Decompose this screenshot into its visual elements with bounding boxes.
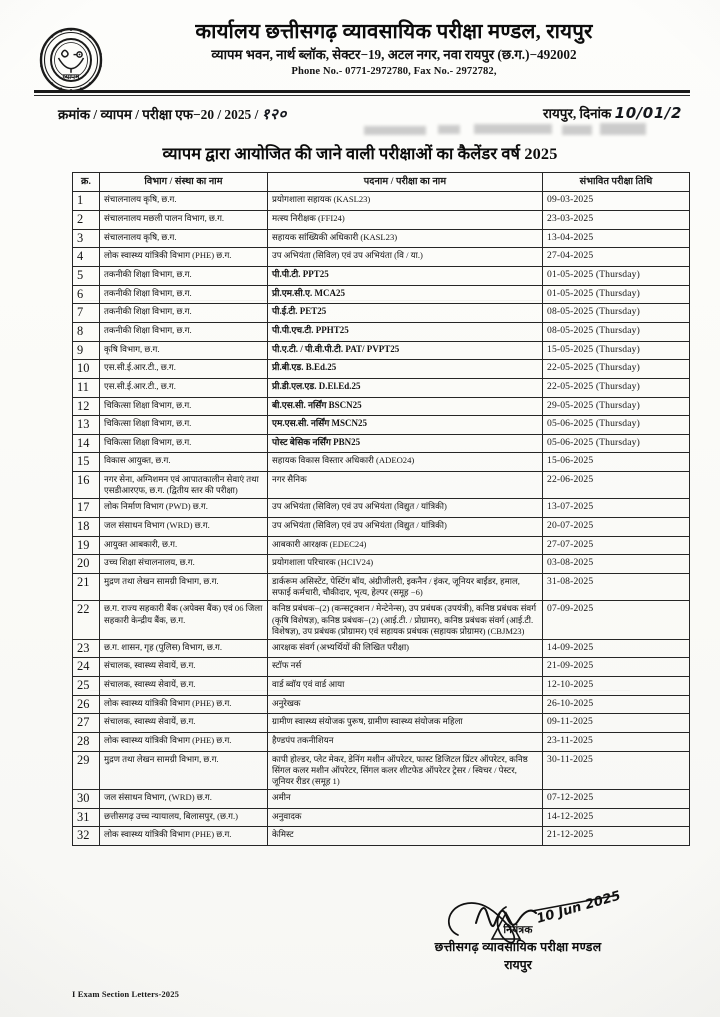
table-row [73, 267, 690, 286]
cell-exam-date: 21-12-2025 [543, 827, 690, 846]
cell-exam-name: पी.पी.टी. PPT25 [268, 267, 543, 286]
cell-exam-date: 22-05-2025 (Thursday) [543, 378, 690, 397]
signatory-organization: छत्तीसगढ़ व्यावसायिक परीक्षा मण्डल [434, 940, 602, 954]
table-row [73, 827, 690, 846]
cell-department-name: लोक स्वास्थ्य यांत्रिकी विभाग (PHE) छ.ग. [100, 827, 268, 846]
cell-exam-date: 05-06-2025 (Thursday) [543, 434, 690, 453]
cell-exam-date: 22-06-2025 [543, 472, 690, 499]
cell-exam-date: 09-03-2025 [543, 192, 690, 211]
cell-exam-date: 15-05-2025 (Thursday) [543, 341, 690, 360]
cell-serial-number: 19 [73, 536, 100, 555]
cell-department-name: एस.सी.ई.आर.टी., छ.ग. [100, 360, 268, 379]
table-row [73, 229, 690, 248]
cell-serial-number: 22 [73, 601, 100, 640]
cell-exam-date: 01-05-2025 (Thursday) [543, 267, 690, 286]
cell-serial-number: 28 [73, 733, 100, 752]
cell-department-name: संचालक, स्वास्थ्य सेवायें, छ.ग. [100, 658, 268, 677]
cell-serial-number: 14 [73, 434, 100, 453]
cell-exam-name: ग्रामीण स्वास्थ्य संयोजक पुरूष, ग्रामीण स्वास्थ्य संयोजक महिला [268, 714, 543, 733]
table-header-row [73, 173, 690, 192]
cell-exam-name: एम.एस.सी. नर्सिंग MSCN25 [268, 416, 543, 435]
cell-serial-number: 9 [73, 341, 100, 360]
scan-smudge [600, 123, 646, 135]
cell-exam-name: अनुरेखक [268, 695, 543, 714]
table-body [73, 192, 690, 846]
cell-serial-number: 17 [73, 499, 100, 518]
table-row [73, 536, 690, 555]
cell-exam-name: उप अभियंता (सिविल) एवं उप अभियंता (विद्युत / यांत्रिकी) [268, 499, 543, 518]
table-row [73, 211, 690, 230]
column-header-serial: क्र. [73, 173, 100, 192]
cell-exam-name: हैण्डपंप तकनीशियन [268, 733, 543, 752]
cell-department-name: संचालनालय मछली पालन विभाग, छ.ग. [100, 211, 268, 230]
cell-department-name: उच्च शिक्षा संचालनालय, छ.ग. [100, 555, 268, 574]
cell-department-name: छ.ग. राज्य सहकारी बैंक (अपेक्स बैंक) एवं 06 जिला सहकारी केन्द्रीय बैंक, छ.ग. [100, 601, 268, 640]
table-row [73, 573, 690, 600]
cell-serial-number: 1 [73, 192, 100, 211]
cell-department-name: विकास आयुक्त, छ.ग. [100, 453, 268, 472]
cell-exam-date: 03-08-2025 [543, 555, 690, 574]
cell-exam-date: 21-09-2025 [543, 658, 690, 677]
cell-exam-date: 09-11-2025 [543, 714, 690, 733]
place-date-label: रायपुर, दिनांक [543, 106, 612, 121]
cell-serial-number: 12 [73, 397, 100, 416]
table-row [73, 601, 690, 640]
header-rule-thick [34, 90, 690, 93]
table-row [73, 639, 690, 658]
cell-serial-number: 6 [73, 285, 100, 304]
cell-exam-name: पी.पी.एच.टी. PPHT25 [268, 322, 543, 341]
cell-department-name: एस.सी.ई.आर.टी., छ.ग. [100, 378, 268, 397]
table-row [73, 360, 690, 379]
signature-block [378, 923, 658, 973]
table-row [73, 192, 690, 211]
signatory-role: नियंत्रक [503, 925, 533, 936]
cell-exam-name: बी.एस.सी. नर्सिंग BSCN25 [268, 397, 543, 416]
cell-department-name: तकनीकी शिक्षा विभाग, छ.ग. [100, 322, 268, 341]
cell-department-name: संचालनालय कृषि, छ.ग. [100, 229, 268, 248]
signature-date-handwritten: 10 Jun 2025 [534, 889, 623, 927]
cell-department-name: लोक स्वास्थ्य यांत्रिकी विभाग (PHE) छ.ग. [100, 733, 268, 752]
cell-exam-date: 29-05-2025 (Thursday) [543, 397, 690, 416]
cell-exam-date: 23-11-2025 [543, 733, 690, 752]
cell-exam-date: 12-10-2025 [543, 677, 690, 696]
cell-serial-number: 24 [73, 658, 100, 677]
table-row [73, 378, 690, 397]
table-row [73, 416, 690, 435]
cell-department-name: संचालनालय कृषि, छ.ग. [100, 192, 268, 211]
column-header-date: संभावित परीक्षा तिथि [543, 173, 690, 192]
cell-department-name: संचालक, स्वास्थ्य सेवायें, छ.ग. [100, 714, 268, 733]
cell-exam-date: 27-04-2025 [543, 248, 690, 267]
cell-department-name: छत्तीसगढ़ उच्च न्यायालय, बिलासपुर, (छ.ग.) [100, 808, 268, 827]
cell-exam-name: सहायक विकास विस्तार अधिकारी (ADEO24) [268, 453, 543, 472]
cell-department-name: मुद्रण तथा लेखन सामग्री विभाग, छ.ग. [100, 573, 268, 600]
header-divider [34, 90, 690, 97]
cell-serial-number: 30 [73, 790, 100, 809]
scan-smudge [474, 124, 552, 134]
table-row [73, 518, 690, 537]
cell-department-name: आयुक्त आबकारी, छ.ग. [100, 536, 268, 555]
table-row [73, 555, 690, 574]
cell-serial-number: 10 [73, 360, 100, 379]
cell-exam-date: 13-07-2025 [543, 499, 690, 518]
cell-serial-number: 16 [73, 472, 100, 499]
cell-exam-date: 23-03-2025 [543, 211, 690, 230]
cell-serial-number: 3 [73, 229, 100, 248]
scan-smudge [562, 125, 592, 135]
cell-exam-name: नगर सैनिक [268, 472, 543, 499]
table-row [73, 285, 690, 304]
table-row [73, 751, 690, 790]
table-row [73, 677, 690, 696]
page-title: व्यापम द्वारा आयोजित की जाने वाली परीक्षाओं का कैलेंडर वर्ष 2025 [162, 144, 558, 163]
cell-exam-date: 26-10-2025 [543, 695, 690, 714]
cell-department-name: चिकित्सा शिक्षा विभाग, छ.ग. [100, 434, 268, 453]
cell-serial-number: 4 [73, 248, 100, 267]
scan-artifact [90, 690, 630, 691]
cell-serial-number: 15 [73, 453, 100, 472]
cell-department-name: जल संसाधन विभाग (WRD) छ.ग. [100, 518, 268, 537]
cell-serial-number: 18 [73, 518, 100, 537]
cell-exam-name: प्रयोगशाला परिचारक (HCIV24) [268, 555, 543, 574]
cell-serial-number: 31 [73, 808, 100, 827]
cell-exam-name: पी.ई.टी. PET25 [268, 304, 543, 323]
cell-exam-name: अमीन [268, 790, 543, 809]
cell-department-name: मुद्रण तथा लेखन सामग्री विभाग, छ.ग. [100, 751, 268, 790]
cell-exam-name: आबकारी आरक्षक (EDEC24) [268, 536, 543, 555]
table-row [73, 808, 690, 827]
cell-exam-date: 14-09-2025 [543, 639, 690, 658]
cell-exam-date: 05-06-2025 (Thursday) [543, 416, 690, 435]
column-header-department: विभाग / संस्था का नाम [100, 173, 268, 192]
cell-department-name: तकनीकी शिक्षा विभाग, छ.ग. [100, 267, 268, 286]
table-row [73, 714, 690, 733]
cell-exam-date: 20-07-2025 [543, 518, 690, 537]
cell-exam-name: सहायक सांख्यिकी अधिकारी (KASL23) [268, 229, 543, 248]
cell-exam-name: प्री.डी.एल.एड. D.El.Ed.25 [268, 378, 543, 397]
cell-serial-number: 8 [73, 322, 100, 341]
table-row [73, 322, 690, 341]
vyapam-seal-icon [36, 26, 106, 98]
cell-department-name: लोक निर्माण विभाग (PWD) छ.ग. [100, 499, 268, 518]
footer-note: I Exam Section Letters-2025 [72, 989, 179, 999]
cell-exam-name: प्री.एम.सी.ए. MCA25 [268, 285, 543, 304]
cell-exam-name: डार्करूम असिस्टेंट, पेस्टिंग बॉय, अंग्रीजीलरी, इकनैन / इंकर, जूनियर बाईंडर, हमाल, सफाई कर्मचारी, चौकीदार, भृत्य, हेल्पर (समूह −6) [268, 573, 543, 600]
cell-exam-name: स्टॉफ नर्स [268, 658, 543, 677]
cell-serial-number: 32 [73, 827, 100, 846]
cell-exam-name: पी.ए.टी. / पी.वी.पी.टी. PAT/ PVPT25 [268, 341, 543, 360]
date-handwritten: 10/01/2 [614, 104, 682, 122]
cell-exam-date: 15-06-2025 [543, 453, 690, 472]
cell-serial-number: 25 [73, 677, 100, 696]
table-row [73, 397, 690, 416]
table-row [73, 733, 690, 752]
reference-number-handwritten: १२० [261, 105, 287, 123]
scan-smudge [364, 126, 426, 135]
cell-exam-name: उप अभियंता (सिविल) एवं उप अभियंता (विद्युत / यांत्रिकी) [268, 518, 543, 537]
cell-serial-number: 26 [73, 695, 100, 714]
cell-serial-number: 21 [73, 573, 100, 600]
cell-exam-date: 27-07-2025 [543, 536, 690, 555]
cell-serial-number: 23 [73, 639, 100, 658]
table-row [73, 304, 690, 323]
table-row [73, 434, 690, 453]
cell-serial-number: 29 [73, 751, 100, 790]
cell-department-name: नगर सेना, अग्निशमन एवं आपातकालीन सेवाएं तथा एसडीआरएफ, छ.ग. (द्वितीय स्तर की परीक्षा) [100, 472, 268, 499]
cell-exam-date: 01-05-2025 (Thursday) [543, 285, 690, 304]
letterhead [0, 0, 720, 86]
cell-department-name: चिकित्सा शिक्षा विभाग, छ.ग. [100, 397, 268, 416]
cell-serial-number: 2 [73, 211, 100, 230]
cell-exam-name: प्री.बी.एड. B.Ed.25 [268, 360, 543, 379]
reference-number-group [58, 104, 287, 124]
cell-exam-name: आरक्षक संवर्ग (अभ्यर्थियों की लिखित परीक्षा) [268, 639, 543, 658]
emblem-caption: व्यापम [62, 73, 80, 82]
cell-serial-number: 7 [73, 304, 100, 323]
cell-exam-date: 13-04-2025 [543, 229, 690, 248]
organization-contact: Phone No.- 0771-2972780, Fax No.- 2972782, [291, 65, 497, 77]
cell-serial-number: 13 [73, 416, 100, 435]
table-row [73, 658, 690, 677]
cell-serial-number: 11 [73, 378, 100, 397]
table-row [73, 341, 690, 360]
cell-exam-name: अनुवादक [268, 808, 543, 827]
cell-exam-date: 07-09-2025 [543, 601, 690, 640]
cell-serial-number: 5 [73, 267, 100, 286]
cell-department-name: लोक स्वास्थ्य यांत्रिकी विभाग (PHE) छ.ग. [100, 248, 268, 267]
cell-exam-date: 22-05-2025 (Thursday) [543, 360, 690, 379]
exam-calendar-table [72, 172, 690, 846]
table-row [73, 248, 690, 267]
cell-exam-name: मत्स्य निरीक्षक (FFI24) [268, 211, 543, 230]
scan-artifact [80, 300, 640, 301]
reference-label: क्रमांक / व्यापम / परीक्षा एफ−20 / 2025 / [58, 107, 259, 122]
table-row [73, 499, 690, 518]
table-row [73, 790, 690, 809]
cell-exam-name: कापी होल्डर, प्लेट मेकर, डेनिंग मशीन ऑपरेटर, फास्ट डिजिटल प्रिंटर ऑपरेटर, कनिष्ठ सिंगल कलर मशीन ऑपरेटर, सिंगल कलर शीटफेड ऑपरेटर ट्रेसर / स्विचर / पेस्टर, जूनियर रीडर (समूह 1) [268, 751, 543, 790]
cell-exam-name: पोस्ट बेसिक नर्सिंग PBN25 [268, 434, 543, 453]
reference-line [34, 104, 686, 130]
cell-exam-name: वार्ड ब्वॉय एवं वार्ड आया [268, 677, 543, 696]
cell-exam-date: 08-05-2025 (Thursday) [543, 304, 690, 323]
organization-name: कार्यालय छत्तीसगढ़ व्यावसायिक परीक्षा मण्डल, रायपुर [195, 21, 593, 43]
table-row [73, 695, 690, 714]
cell-serial-number: 20 [73, 555, 100, 574]
cell-serial-number: 27 [73, 714, 100, 733]
place-date-group [543, 104, 682, 122]
cell-department-name: लोक स्वास्थ्य यांत्रिकी विभाग (PHE) छ.ग. [100, 695, 268, 714]
column-header-exam: पदनाम / परीक्षा का नाम [268, 173, 543, 192]
signatory-city: रायपुर [504, 958, 532, 972]
cell-exam-date: 14-12-2025 [543, 808, 690, 827]
cell-department-name: कृषि विभाग, छ.ग. [100, 341, 268, 360]
exam-calendar-table-wrapper [72, 172, 690, 846]
cell-exam-name: प्रयोगशाला सहायक (KASL23) [268, 192, 543, 211]
cell-exam-date: 07-12-2025 [543, 790, 690, 809]
header-rule-thin [34, 95, 690, 96]
organization-address: व्यापम भवन, नार्थ ब्लॉक, सेक्टर−19, अटल नगर, नवा रायपुर (छ.ग.)−492002 [211, 47, 577, 62]
cell-exam-date: 30-11-2025 [543, 751, 690, 790]
table-row [73, 453, 690, 472]
cell-exam-name: केमिस्ट [268, 827, 543, 846]
cell-exam-date: 08-05-2025 (Thursday) [543, 322, 690, 341]
cell-department-name: चिकित्सा शिक्षा विभाग, छ.ग. [100, 416, 268, 435]
cell-department-name: तकनीकी शिक्षा विभाग, छ.ग. [100, 285, 268, 304]
cell-department-name: जल संसाधन विभाग, (WRD) छ.ग. [100, 790, 268, 809]
scan-smudge [438, 125, 460, 134]
cell-exam-date: 31-08-2025 [543, 573, 690, 600]
cell-department-name: छ.ग. शासन, गृह (पुलिस) विभाग, छ.ग. [100, 639, 268, 658]
cell-department-name: संचालक, स्वास्थ्य सेवायें, छ.ग. [100, 677, 268, 696]
cell-exam-name: कनिष्ठ प्रबंधक−(2) (कन्सट्रक्शन / मेन्टेनेन्स), उप प्रबंधक (उपयंत्री), कनिष्ठ प्रबंधक संवर्ग (कृषि विशेषज्ञ), कनिष्ठ प्रबंधक−(2) (आई.टी. / प्रोग्रामर), कनिष्ठ प्रबंधक संवर्ग (आई.टी. विशेषज्ञ), उप प्रबंधक (प्रोग्रामर) एवं सहायक प्रबंधक (सहायक प्रोग्रामर) (CBJM23) [268, 601, 543, 640]
cell-exam-name: उप अभियंता (सिविल) एवं उप अभियंता (वि / या.) [268, 248, 543, 267]
cell-department-name: तकनीकी शिक्षा विभाग, छ.ग. [100, 304, 268, 323]
table-row [73, 472, 690, 499]
